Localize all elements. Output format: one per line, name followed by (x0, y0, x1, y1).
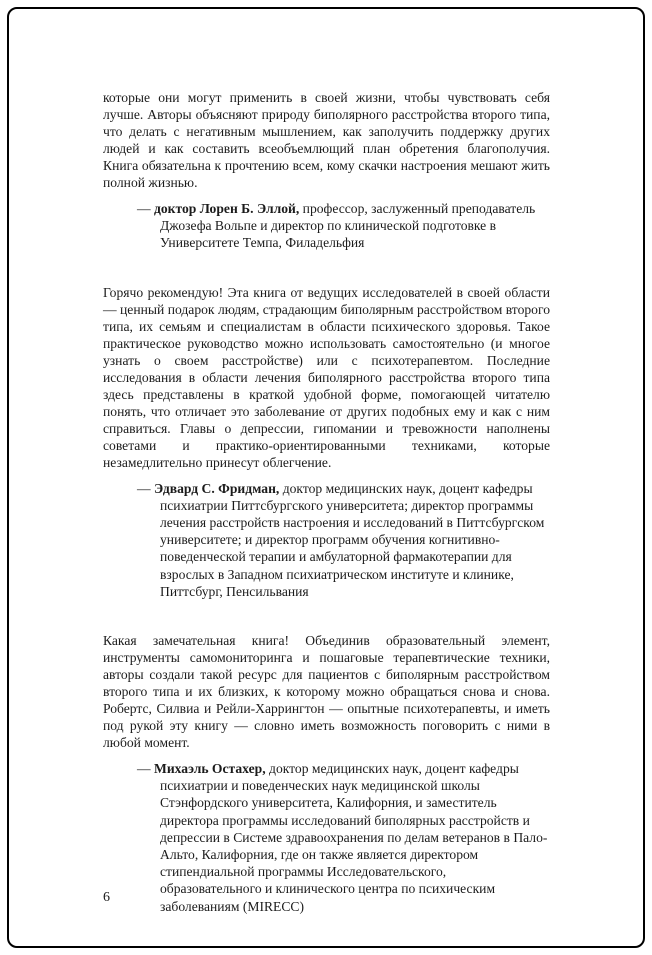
endorsement-paragraph: Какая замечательная книга! Объединив образовательный элемент, инструменты самомониторинга и пошаговые терапевтические техники, авторы создали такой ресурс для пациентов с биполярным расстройством второго типа и их близких, к которому можно обращаться снова и снова. Робертс, Силвиа и Рейли-Харрингтон — опытные психотерапевты, и иметь под рукой эту книгу — словно иметь возможность поговорить с ними в любой момент. (103, 633, 550, 751)
attribution-dash: — (137, 201, 154, 216)
attribution-name: доктор Лорен Б. Эллой, (154, 201, 300, 216)
attribution-dash: — (137, 761, 154, 777)
attribution-name: Эдвард С. Фридман, (154, 480, 280, 496)
page-number: 6 (103, 890, 110, 905)
attribution-details: доктор медицинских наук, доцент кафедры психиатрии и поведенческих наук медицинской школы Стэнфордского университета, Калифорния, и заместитель директора программы исследований биполярных расстройств и депрессии в Системе здравоохранения по делам ветеранов в Пало-Альто, Калифорния, где он также является директором стипендиальной программы Исследовательского, образовательного и клинического центра по психическим заболеваниям (MIRECC) (160, 761, 548, 914)
endorsement-attribution (103, 760, 550, 915)
attribution-details: профессор, заслуженный преподаватель Джозефа Вольпе и директор по клинической подготовке в Университете Темпа, Филадельфия (160, 201, 536, 251)
endorsement-paragraph: Горячо рекомендую! Эта книга от ведущих исследователей в своей области — ценный подарок людям, страдающим биполярным расстройством второго типа, их семьям и специалистам в области психического здоровья. Такое практическое руководство можно использовать самостоятельно (и многое узнать о своем расстройстве) или с психотерапевтом. Последние исследования в области лечения биполярного расстройства второго типа здесь представлены в краткой удобной форме, помогающей читателю понять, что отличает это заболевание от других подобных ему и как с ним справиться. Главы о депрессии, гипомании и тревожности наполнены советами и практико-ориентированными техниками, которые незамедлительно принесут облегчение. (103, 284, 550, 470)
attribution-dash: — (137, 480, 154, 496)
page-content (103, 89, 550, 915)
endorsement-attribution (103, 200, 550, 252)
attribution-details: доктор медицинских наук, доцент кафедры психиатрии Питтсбургского университета; директор программы лечения расстройств настроения и исследований в Питтсбургском университете; и директор программ обучения когнитивно-поведенческой терапии и амбулаторной фармакотерапии для взрослых в Западном психиатрическом институте и клинике, Питтсбург, Пенсильвания (160, 480, 545, 599)
endorsement-attribution (103, 480, 550, 600)
attribution-name: Михаэль Остахер, (154, 761, 266, 777)
endorsement-paragraph: которые они могут применить в своей жизни, чтобы чувствовать себя лучше. Авторы объясняют природу биполярного расстройства второго типа, что делать с негативным мышлением, как заполучить поддержку других людей и как составить всеобъемлющий план обретения благополучия. Книга обязательна к прочтению всем, кому скачки настроения мешают жить полной жизнью. (103, 90, 550, 190)
